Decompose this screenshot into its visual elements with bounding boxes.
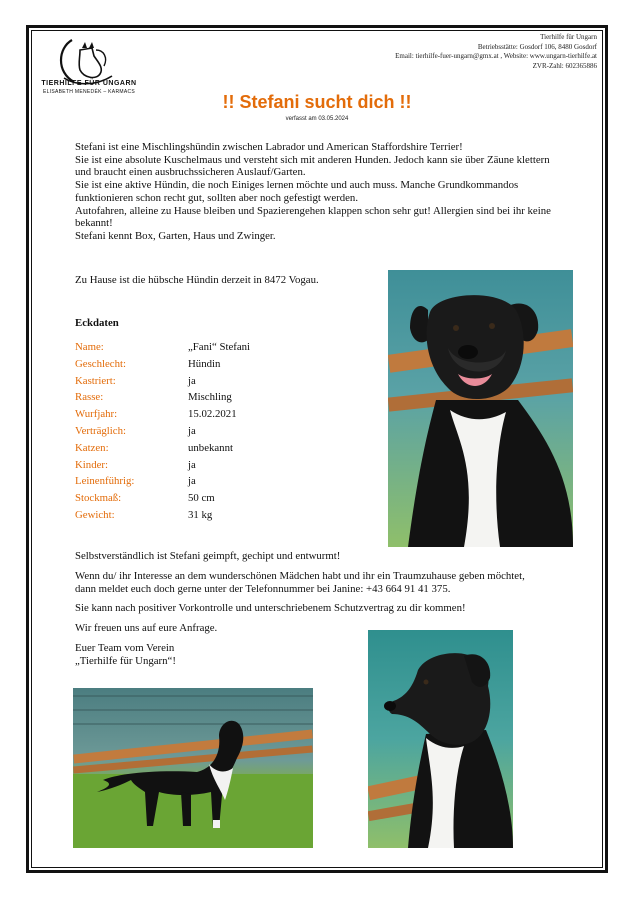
- fact-label: Leinenführig:: [75, 475, 135, 488]
- outro-paragraph: Sie kann nach positiver Vorkontrolle und unterschriebenem Schutzvertrag zu dir kommen!: [75, 602, 466, 615]
- outro-paragraph: Selbstverständlich ist Stefani geimpft, gechipt und entwurmt!: [75, 550, 341, 562]
- fact-value: 50 cm: [188, 492, 215, 505]
- facts-heading: Eckdaten: [75, 317, 119, 329]
- fact-label: Kinder:: [75, 458, 108, 471]
- fact-label: Katzen:: [75, 441, 109, 454]
- fact-value: ja: [188, 374, 196, 387]
- fact-value: ja: [188, 475, 196, 488]
- fact-value: Mischling: [188, 391, 232, 404]
- intro-paragraph: Stefani ist eine Mischlingshündin zwischen Labrador und American Staffordshire Terrier!: [75, 141, 463, 153]
- intro-paragraph: Sie ist eine absolute Kuschelmaus und versteht sich mit anderen Hunden. Jedoch kann sie über Zäune klettern und braucht einen ausbruchssicheren Auslauf/Garten.: [75, 153, 550, 179]
- intro-text: [75, 141, 565, 243]
- fact-value: 31 kg: [188, 508, 213, 521]
- page-title: !! Stefani sucht dich !!: [222, 92, 412, 112]
- organization-name: TIERHILFE FÜR UNGARN: [41, 80, 137, 87]
- fact-value: unbekannt: [188, 441, 233, 454]
- fact-label: Verträglich:: [75, 424, 126, 437]
- intro-paragraph: Sie ist eine aktive Hündin, die noch Einiges lernen möchte und auch muss. Manche Grundkommandos funktionieren schon recht gut, sollten aber noch gefestigt werden.: [75, 179, 519, 204]
- address-line: ZVR-Zahl: 602365886: [532, 61, 597, 70]
- fact-value: „Fani“ Stefani: [188, 341, 251, 353]
- fact-label: Name:: [75, 341, 104, 353]
- fact-label: Stockmaß:: [75, 492, 122, 505]
- fact-value: 15.02.2021: [188, 408, 237, 421]
- fact-label: Kastriert:: [75, 374, 116, 387]
- dog-profile-photo: [368, 630, 513, 848]
- fact-value: ja: [188, 424, 196, 437]
- outro-paragraph: Euer Team vom Verein: [75, 641, 175, 654]
- fact-value: ja: [188, 458, 196, 471]
- outro-paragraph: „Tierhilfe für Ungarn“!: [75, 654, 176, 667]
- organization-subtitle: ELISABETH MENEDÉK – KARMACS: [42, 89, 135, 95]
- fact-label: Gewicht:: [75, 508, 115, 521]
- fact-value: Hündin: [188, 357, 221, 370]
- address-block: [395, 33, 597, 71]
- dog-portrait-photo: [388, 270, 573, 547]
- intro-paragraph: Stefani kennt Box, Garten, Haus und Zwinger.: [75, 229, 276, 242]
- fact-label: Rasse:: [75, 391, 104, 404]
- written-date: verfasst am 03.05.2024: [285, 116, 349, 122]
- address-line: Betriebsstätte: Gosdorf 106, 8480 Gosdorf: [477, 42, 597, 51]
- dog-standing-photo: [73, 688, 313, 848]
- current-location: Zu Hause ist die hübsche Hündin derzeit in 8472 Vogau.: [75, 274, 319, 286]
- outro-paragraph: Wenn du/ ihr Interesse an dem wunderschönen Mädchen habt und ihr ein Traumzuhause geben möchtet, dann meldet euch doch gerne unter der Telefonnummer bei Janine: +43 664 91 41 375.: [75, 569, 525, 595]
- fact-label: Geschlecht:: [75, 357, 126, 370]
- fact-label: Wurfjahr:: [75, 408, 118, 421]
- address-line: Email: tierhilfe-fuer-ungarn@gmx.at , Website: www.ungarn-tierhilfe.at: [395, 52, 597, 61]
- intro-paragraph: Autofahren, alleine zu Hause bleiben und Spazierengehen klappen schon sehr gut! Allergien sind bei ihr keine bekannt!: [75, 204, 551, 230]
- outro-paragraph: Wir freuen uns auf eure Anfrage.: [75, 622, 218, 635]
- address-line: Tierhilfe für Ungarn: [540, 33, 597, 41]
